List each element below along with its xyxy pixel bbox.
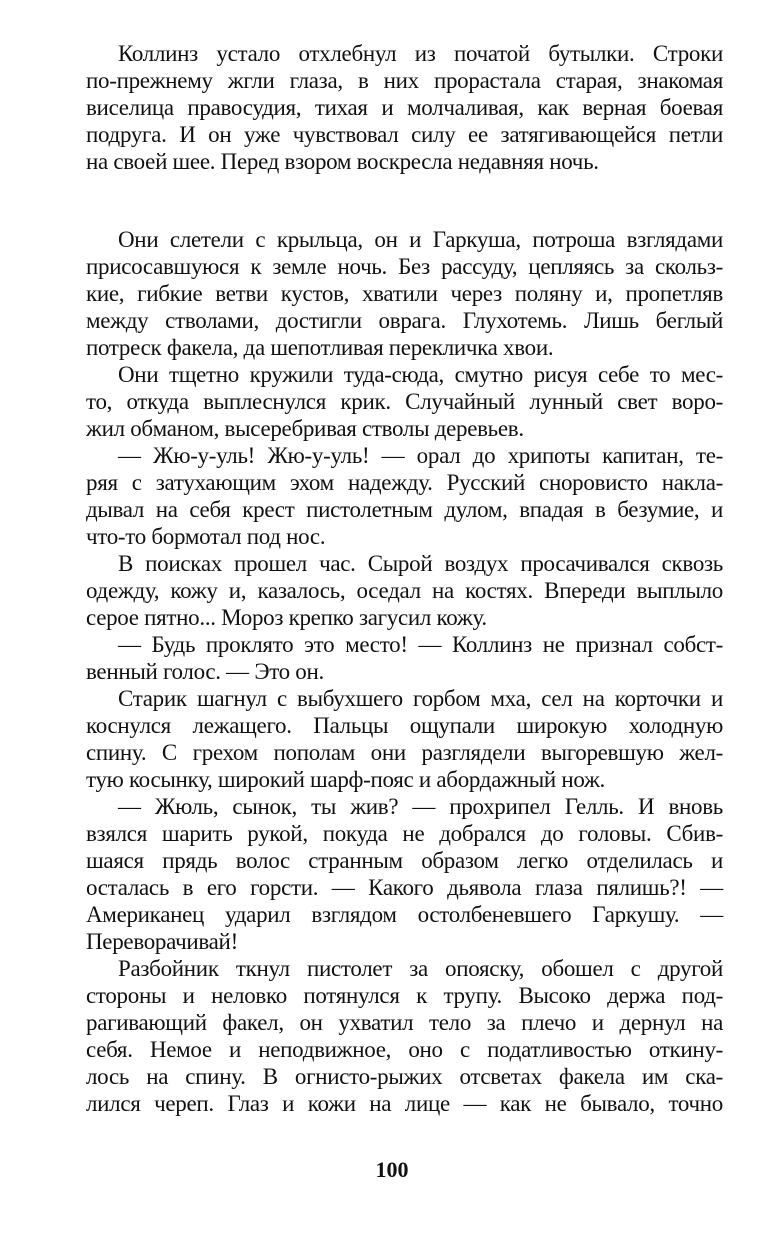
text-line: рагивающий факел, он ухватил тело за плечо и дернул на (86, 1010, 723, 1035)
paragraph (86, 793, 723, 955)
text-line: на своей шее. Перед взором воскресла недавняя ночь. (86, 149, 599, 174)
paragraph (86, 550, 723, 631)
text-section-2 (86, 226, 723, 1117)
text-line: осталась в его горсти. — Какого дьявола глаза пялишь?! — (86, 875, 723, 900)
text-line: — Жю-у-уль! Жю-у-уль! — орал до хрипоты капитан, те- (118, 443, 723, 468)
paragraph (86, 226, 723, 361)
text-line: то, откуда выплеснулся крик. Случайный лунный свет воро- (86, 389, 723, 414)
text-line: Коллинз устало отхлебнул из початой бутылки. Строки (118, 41, 723, 66)
text-line: одежду, кожу и, казалось, оседал на костях. Впереди выплыло (86, 578, 723, 603)
paragraph (86, 40, 723, 175)
text-line: присосавшуюся к земле ночь. Без рассуду, цепляясь за скольз- (86, 254, 723, 279)
text-line: венный голос. — Это он. (86, 659, 324, 684)
text-line: что-то бормотал под нос. (86, 524, 326, 549)
text-line: жил обманом, высеребривая стволы деревьев. (86, 416, 524, 441)
text-line: взялся шарить рукой, покуда не добрался до головы. Сбив- (86, 821, 723, 846)
text-line: — Жюль, сынок, ты жив? — прохрипел Гелль. И вновь (118, 794, 723, 819)
page-number: 100 (375, 1157, 409, 1182)
paragraph (86, 685, 723, 793)
paragraph (86, 631, 723, 685)
text-line: себя. Немое и неподвижное, оно с податливостью откину- (86, 1037, 723, 1062)
text-section-1 (86, 40, 723, 175)
text-line: лось на спину. В огнисто-рыжих отсветах факела им ска- (86, 1064, 723, 1089)
text-line: — Будь проклято это место! — Коллинз не признал собст- (118, 632, 723, 657)
text-line: стороны и неловко потянулся к трупу. Высоко держа под- (86, 983, 723, 1008)
paragraph (86, 361, 723, 442)
text-line: виселица правосудия, тихая и молчаливая, как верная боевая (86, 95, 723, 120)
text-line: Старик шагнул с выбухшего горбом мха, сел на корточки и (118, 686, 723, 711)
text-line: лился череп. Глаз и кожи на лице — как не бывало, точно (86, 1091, 723, 1116)
text-line: тую косынку, широкий шарф-пояс и абордажный нож. (86, 767, 605, 792)
text-line: кие, гибкие ветви кустов, хватили через поляну и, пропетляв (86, 281, 723, 306)
paragraph (86, 955, 723, 1117)
text-line: между стволами, достигли оврага. Глухотемь. Лишь беглый (86, 308, 723, 333)
text-line: потреск факела, да шепотливая перекличка хвои. (86, 335, 554, 360)
text-line: В поисках прошел час. Сырой воздух просачивался сквозь (118, 551, 723, 576)
text-line: Разбойник ткнул пистолет за опояску, обошел с другой (118, 956, 723, 981)
text-line: ряя с затухающим эхом надежду. Русский сноровисто накла- (86, 470, 723, 495)
text-line: Переворачивай! (86, 929, 238, 954)
text-line: Американец ударил взглядом остолбеневшего Гаркушу. — (86, 902, 723, 927)
text-line: спину. С грехом пополам они разглядели выгоревшую жел- (86, 740, 723, 765)
text-line: Они тщетно кружили туда-сюда, смутно рисуя себе то мес- (118, 362, 723, 387)
text-line: Они слетели с крыльца, он и Гаркуша, потроша взглядами (118, 227, 723, 252)
paragraph (86, 442, 723, 550)
text-line: серое пятно... Мороз крепко загусил кожу. (86, 605, 487, 630)
text-line: подруга. И он уже чувствовал силу ее затягивающейся петли (86, 122, 723, 147)
text-line: по-прежнему жгли глаза, в них прорастала старая, знакомая (86, 68, 723, 93)
text-line: шаяся прядь волос странным образом легко отделилась и (86, 848, 723, 873)
text-line: коснулся лежащего. Пальцы ощупали широкую холодную (86, 713, 723, 738)
text-line: дывал на себя крест пистолетным дулом, впадая в безумие, и (86, 497, 723, 522)
